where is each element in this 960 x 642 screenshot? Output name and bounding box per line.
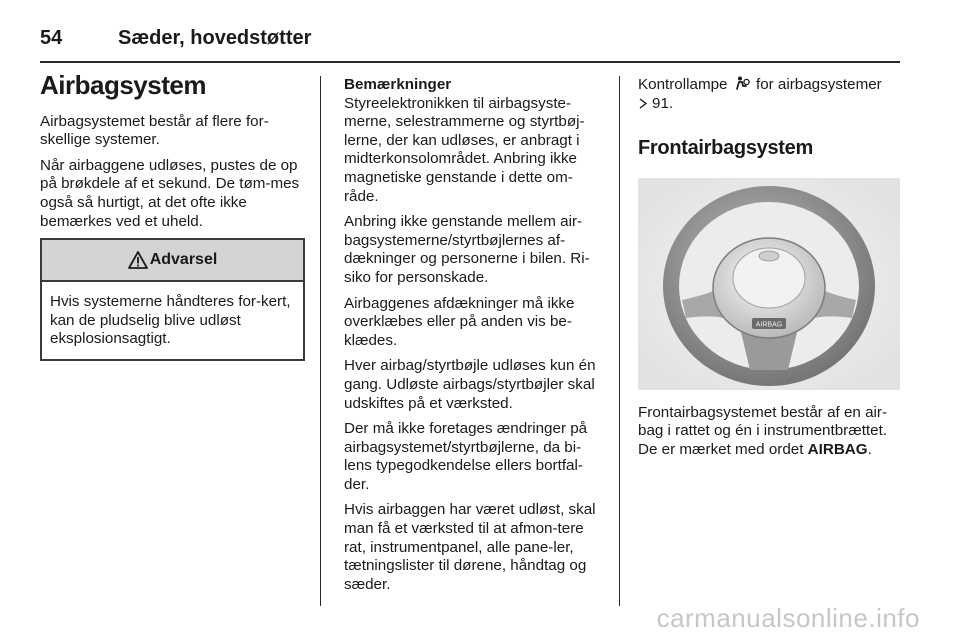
paragraph: Der må ikke foretages ændringer på airbagsystemet/styrtbøjlerne, da bi-lens typegodkendelse ellers bortfal-der. [344,420,588,493]
warning-title: Advarsel [149,250,218,268]
warning-text: Hvis systemerne håndteres for-kert, kan de pludselig blive udløst eksplosionsagtigt. [50,293,291,348]
paragraph: Hvis airbaggen har været udløst, skal man få et værksted til at afmon-tere rat, instrumentpanel, alle pane-ler, tætningslister til dørene, håndtag og sæder. [344,501,596,593]
lamp-text: Kontrollampe [638,76,728,93]
paragraph: Anbring ikke genstande mellem air-bagsystemerne/styrtbøjlernes af-dækninger og personerne i bilen. Ri-siko for personskade. [344,213,590,286]
paragraph [638,404,903,460]
warning-header [42,240,303,282]
note-heading: Bemærkninger [344,76,452,93]
lamp-text-end: for airbagsystemer [755,76,882,93]
paragraph [638,76,903,113]
airbag-bold-word: AIRBAG [807,440,868,458]
paragraph: Hver airbag/styrtbøjle udløses kun én gang. Udløste airbags/styrtbøjler skal udskiftes på et værksted. [344,357,596,412]
paragraph-end: . [867,440,872,458]
column-1 [40,70,305,361]
column-2 [344,76,606,601]
paragraph: Når airbaggene udløses, pustes de op på brøkdele af et sekund. De tøm-mes også så hurtigt, at det ofte ikke bemærkes ved et uheld. [40,156,300,230]
page-title: Sæder, hovedstøtter [118,27,312,49]
warning-triangle-icon [128,251,148,269]
header-rule [40,61,900,63]
steering-wheel-illustration [638,178,900,390]
paragraph-text: Frontairbagsystemet består af en air-bag i rattet og én i instrumentbrættet. De er mærket med ordet [638,403,888,458]
page-header [40,14,311,50]
paragraph: Airbaggenes afdækninger må ikke overklæbes eller på anden vis be-klædes. [344,294,575,349]
airbag-label: AIRBAG [755,321,783,329]
watermark: carmanualsonline.info [656,603,920,633]
column-divider [320,76,321,606]
paragraph: Styreelektronikken til airbagsyste-merne, selestrammerne og styrtbøj-lerne, der kan udløses, er anbragt i midterkonsolområdet. Anbring ikke magnetiske genstande i dette om-råde. [344,94,585,205]
airbag-warning-lamp-icon [734,76,750,91]
warning-box [40,238,305,361]
page-reference[interactable]: 91. [652,94,674,112]
subsection-heading: Frontairbagsystem [638,137,813,160]
column-divider [619,76,620,606]
section-heading: Airbagsystem [40,70,206,100]
page-number: 54 [40,27,63,49]
page-reference-arrow-icon [638,98,648,109]
column-3 [638,76,903,467]
paragraph: Airbagsystemet består af flere for-skellige systemer. [40,112,269,149]
